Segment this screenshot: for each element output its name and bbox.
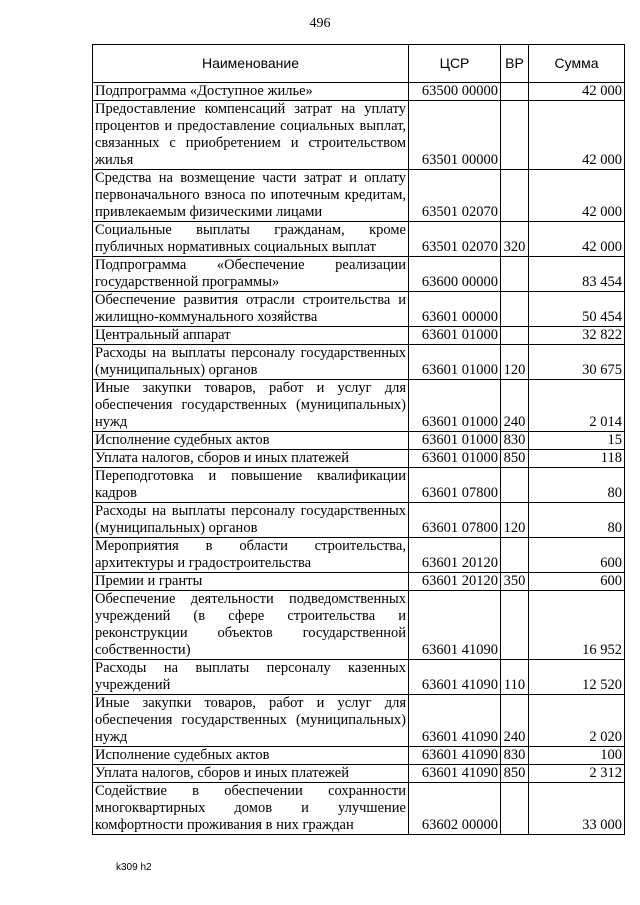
row-name: Обеспечение развития отрасли строительства и жилищно-коммунального хозяйства bbox=[93, 292, 409, 327]
row-vr: 350 bbox=[501, 573, 529, 591]
row-csr: 63601 01000 bbox=[409, 380, 501, 432]
row-name: Социальные выплаты гражданам, кроме публичных нормативных социальных выплат bbox=[93, 222, 409, 257]
row-name: Исполнение судебных актов bbox=[93, 432, 409, 450]
header-sum: Сумма bbox=[529, 45, 625, 83]
row-name: Содействие в обеспечении сохранности многоквартирных домов и улучшение комфортности проживания в них граждан bbox=[93, 783, 409, 835]
row-vr: 850 bbox=[501, 765, 529, 783]
row-sum: 118 bbox=[529, 450, 625, 468]
row-vr bbox=[501, 327, 529, 345]
row-csr: 63601 41090 bbox=[409, 660, 501, 695]
row-name: Подпрограмма «Обеспечение реализации государственной программы» bbox=[93, 257, 409, 292]
row-csr: 63601 01000 bbox=[409, 327, 501, 345]
row-vr: 830 bbox=[501, 747, 529, 765]
table-row bbox=[93, 327, 625, 345]
row-sum: 42 000 bbox=[529, 222, 625, 257]
row-name: Премии и гранты bbox=[93, 573, 409, 591]
row-sum: 15 bbox=[529, 432, 625, 450]
row-name: Центральный аппарат bbox=[93, 327, 409, 345]
row-csr: 63500 00000 bbox=[409, 83, 501, 101]
budget-table bbox=[92, 44, 625, 835]
row-vr: 830 bbox=[501, 432, 529, 450]
row-sum: 30 675 bbox=[529, 345, 625, 380]
row-vr bbox=[501, 292, 529, 327]
row-vr bbox=[501, 783, 529, 835]
row-sum: 600 bbox=[529, 573, 625, 591]
row-name: Расходы на выплаты персоналу государственных (муниципальных) органов bbox=[93, 503, 409, 538]
table-row bbox=[93, 257, 625, 292]
row-csr: 63601 20120 bbox=[409, 573, 501, 591]
row-sum: 2 020 bbox=[529, 695, 625, 747]
table-row bbox=[93, 747, 625, 765]
row-name: Обеспечение деятельности подведомственных учреждений (в сфере строительства и реконструкции объектов государственной собственности) bbox=[93, 591, 409, 660]
row-name: Средства на возмещение части затрат и оплату первоначального взноса по ипотечным кредитам, привлекаемым физическими лицами bbox=[93, 170, 409, 222]
table-row bbox=[93, 432, 625, 450]
row-vr: 240 bbox=[501, 695, 529, 747]
table-row bbox=[93, 380, 625, 432]
table-row bbox=[93, 101, 625, 170]
row-csr: 63601 41090 bbox=[409, 765, 501, 783]
row-vr: 110 bbox=[501, 660, 529, 695]
row-csr: 63601 41090 bbox=[409, 591, 501, 660]
row-sum: 42 000 bbox=[529, 101, 625, 170]
table-row bbox=[93, 503, 625, 538]
table-row bbox=[93, 170, 625, 222]
row-csr: 63601 20120 bbox=[409, 538, 501, 573]
row-vr bbox=[501, 591, 529, 660]
table-row bbox=[93, 695, 625, 747]
row-name: Иные закупки товаров, работ и услуг для обеспечения государственных (муниципальных) нужд bbox=[93, 380, 409, 432]
row-name: Уплата налогов, сборов и иных платежей bbox=[93, 765, 409, 783]
table-row bbox=[93, 573, 625, 591]
row-sum: 16 952 bbox=[529, 591, 625, 660]
row-vr: 850 bbox=[501, 450, 529, 468]
table-row bbox=[93, 468, 625, 503]
row-vr bbox=[501, 468, 529, 503]
row-sum: 42 000 bbox=[529, 170, 625, 222]
table-header-row bbox=[93, 45, 625, 83]
row-sum: 2 312 bbox=[529, 765, 625, 783]
table-row bbox=[93, 292, 625, 327]
row-csr: 63601 07800 bbox=[409, 468, 501, 503]
row-vr bbox=[501, 101, 529, 170]
header-vr: ВР bbox=[501, 45, 529, 83]
row-name: Расходы на выплаты персоналу казенных учреждений bbox=[93, 660, 409, 695]
table-row bbox=[93, 450, 625, 468]
row-csr: 63601 00000 bbox=[409, 292, 501, 327]
table-row bbox=[93, 591, 625, 660]
row-sum: 80 bbox=[529, 468, 625, 503]
table-row bbox=[93, 660, 625, 695]
row-name: Исполнение судебных актов bbox=[93, 747, 409, 765]
row-csr: 63601 01000 bbox=[409, 345, 501, 380]
table-row bbox=[93, 783, 625, 835]
table-row bbox=[93, 83, 625, 101]
table-row bbox=[93, 538, 625, 573]
row-name: Подпрограмма «Доступное жилье» bbox=[93, 83, 409, 101]
row-sum: 80 bbox=[529, 503, 625, 538]
header-csr: ЦСР bbox=[409, 45, 501, 83]
footer-code: k309 h2 bbox=[116, 862, 152, 873]
table-row bbox=[93, 345, 625, 380]
row-csr: 63601 41090 bbox=[409, 747, 501, 765]
row-sum: 83 454 bbox=[529, 257, 625, 292]
row-csr: 63602 00000 bbox=[409, 783, 501, 835]
row-sum: 32 822 bbox=[529, 327, 625, 345]
row-name: Расходы на выплаты персоналу государственных (муниципальных) органов bbox=[93, 345, 409, 380]
row-sum: 33 000 bbox=[529, 783, 625, 835]
header-name: Наименование bbox=[93, 45, 409, 83]
table-row bbox=[93, 765, 625, 783]
row-vr bbox=[501, 257, 529, 292]
row-csr: 63601 01000 bbox=[409, 450, 501, 468]
row-csr: 63601 01000 bbox=[409, 432, 501, 450]
row-vr: 240 bbox=[501, 380, 529, 432]
row-vr bbox=[501, 83, 529, 101]
row-sum: 12 520 bbox=[529, 660, 625, 695]
row-csr: 63501 02070 bbox=[409, 222, 501, 257]
row-name: Предоставление компенсаций затрат на уплату процентов и предоставление социальных выплат, связанных с приобретением и строительством жилья bbox=[93, 101, 409, 170]
row-name: Переподготовка и повышение квалификации кадров bbox=[93, 468, 409, 503]
row-csr: 63501 00000 bbox=[409, 101, 501, 170]
row-name: Мероприятия в области строительства, архитектуры и градостроительства bbox=[93, 538, 409, 573]
row-sum: 600 bbox=[529, 538, 625, 573]
row-csr: 63600 00000 bbox=[409, 257, 501, 292]
row-vr: 120 bbox=[501, 503, 529, 538]
page-number: 496 bbox=[309, 16, 331, 31]
row-vr: 120 bbox=[501, 345, 529, 380]
row-vr: 320 bbox=[501, 222, 529, 257]
table-row bbox=[93, 222, 625, 257]
row-name: Уплата налогов, сборов и иных платежей bbox=[93, 450, 409, 468]
row-vr bbox=[501, 538, 529, 573]
row-sum: 100 bbox=[529, 747, 625, 765]
row-sum: 2 014 bbox=[529, 380, 625, 432]
row-vr bbox=[501, 170, 529, 222]
row-sum: 50 454 bbox=[529, 292, 625, 327]
row-sum: 42 000 bbox=[529, 83, 625, 101]
row-csr: 63601 07800 bbox=[409, 503, 501, 538]
row-name: Иные закупки товаров, работ и услуг для обеспечения государственных (муниципальных) нужд bbox=[93, 695, 409, 747]
row-csr: 63501 02070 bbox=[409, 170, 501, 222]
row-csr: 63601 41090 bbox=[409, 695, 501, 747]
